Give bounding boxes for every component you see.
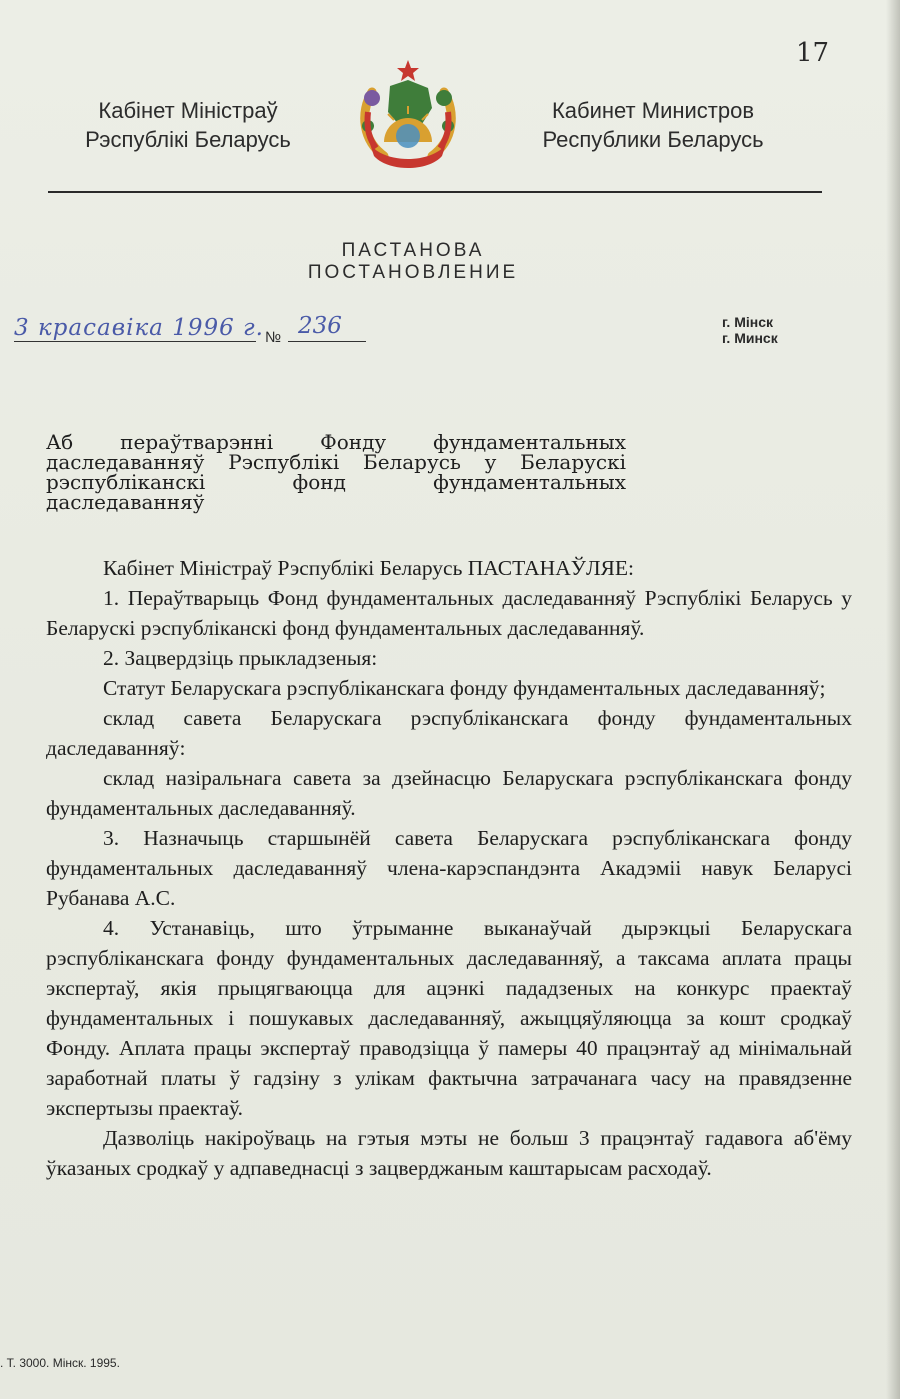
body-paragraph: склад назіральнага савета за дзейнасцю Беларускага рэспубліканскага фонду фундаментальных даследаванняў. bbox=[46, 766, 852, 820]
body-paragraph: 1. Пераўтварыць Фонд фундаментальных даследаванняў Рэспублікі Беларусь у Беларускі рэспубліканскі фонд фундаментальных даследаванняў. bbox=[46, 586, 852, 640]
header-right-line-1: Кабинет Министров bbox=[551, 98, 755, 123]
print-imprint-footer: . Т. 3000. Мінск. 1995. bbox=[0, 1356, 120, 1370]
body-paragraph: Кабінет Міністраў Рэспублікі Беларусь ПАСТАНАЎЛЯЕ: bbox=[103, 556, 634, 580]
title-line: Аб пераўтварэнні Фонду фундаментальных bbox=[46, 430, 626, 454]
header-left-line-1: Кабінет Міністраў bbox=[98, 98, 278, 123]
title-line: даследаванняў Рэспублікі Беларусь у Беларускі bbox=[46, 450, 626, 474]
body-paragraph: Статут Беларускага рэспубліканскага фонду фундаментальных даследаванняў; bbox=[103, 676, 826, 700]
number-label: № bbox=[265, 329, 282, 346]
header-left bbox=[48, 96, 328, 154]
title-line: рэспубліканскі фонд фундаментальных даследаванняў bbox=[46, 470, 626, 514]
page-number: 17 bbox=[796, 38, 830, 68]
number-underline bbox=[288, 341, 366, 342]
body-paragraph: 2. Зацвердзіць прыкладзеныя: bbox=[103, 646, 378, 670]
body-paragraph: 4. Устанавіць, што ўтрыманне выканаўчай дырэкцыі Беларускага рэспубліканскага фонду фундаментальных даследаванняў, а таксама аплата працы экспертаў, якія прыцягваюцца для ацэнкі пададзеных на конкурс праектаў фундаментальных і пошукавых даследаванняў, ажыццяўляюцца за кошт сродкаў Фонду. Аплата працы экспертаў праводзіцца ў памеры 40 працэнтаў ад мінімальнай заработнай платы ў гадзіну з улікам фактычна затрачанага часу на правядзенне экспертызы праектаў. bbox=[46, 916, 852, 1120]
city-ru: г. Минск bbox=[722, 330, 778, 346]
city-be: г. Мінск bbox=[722, 314, 774, 330]
header-right-line-2: Республики Беларусь bbox=[542, 127, 764, 152]
doc-type-ru: ПОСТАНОВЛЕНИЕ bbox=[307, 262, 519, 283]
body-paragraph: Дазволіць накіроўваць на гэтыя мэты не больш 3 працэнтаў гадавога аб'ёму ўказаных сродкаў у адпаведнасці з зацверджаным каштарысам расходаў. bbox=[46, 1126, 852, 1180]
header-right bbox=[508, 96, 798, 154]
header-divider bbox=[48, 191, 822, 193]
state-emblem-icon bbox=[350, 52, 466, 172]
date-underline bbox=[14, 341, 256, 342]
doc-type-be: ПАСТАНОВА bbox=[341, 240, 485, 261]
body-paragraph: склад савета Беларускага рэспубліканскага фонду фундаментальных даследаванняў: bbox=[46, 706, 852, 760]
header-left-line-2: Рэспублікі Беларусь bbox=[85, 127, 291, 152]
page-edge-shadow bbox=[886, 0, 900, 1399]
document-title bbox=[46, 432, 626, 512]
handwritten-date: 3 красавіка 1996 г. bbox=[14, 315, 264, 341]
document-body bbox=[46, 553, 852, 1183]
body-paragraph: 3. Назначыць старшынёй савета Беларускага рэспубліканскага фонду фундаментальных даследаванняў члена-карэспандэнта Акадэміі навук Беларусі Рубанава А.С. bbox=[46, 826, 852, 910]
handwritten-number: 236 bbox=[298, 313, 342, 339]
